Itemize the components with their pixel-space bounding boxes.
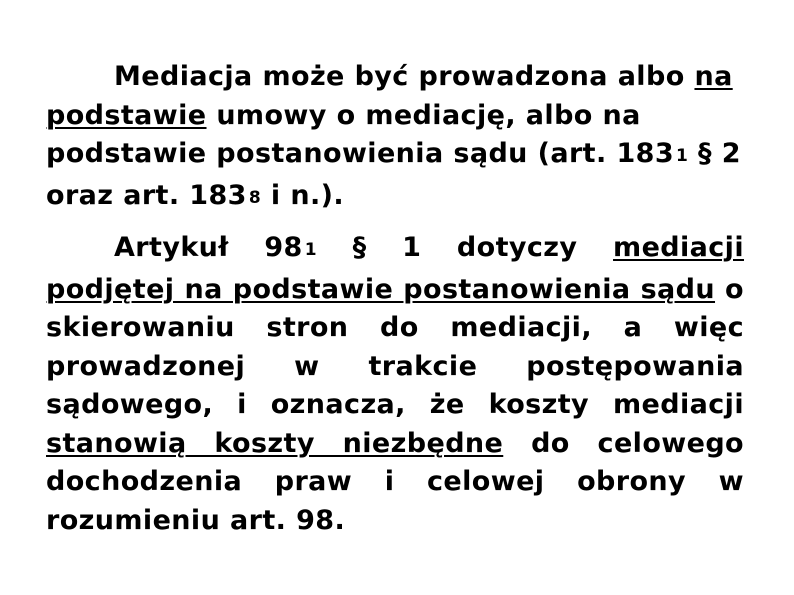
paragraph-1-superscript-2: 8	[248, 187, 262, 208]
paragraph-1-superscript-1: 1	[676, 146, 689, 166]
paragraph-2-superscript-1: 1	[304, 240, 317, 260]
paragraph-1-text-3: § 2 oraz art. 183	[46, 138, 741, 211]
paragraph-2-text-2: § 1 dotyczy	[316, 232, 614, 263]
paragraph-1-text-1: Mediacja może być prowadzona albo	[114, 61, 695, 92]
paragraph-1-underlined-text-1: na podstawie	[46, 61, 733, 131]
paragraph-1-text-4: i n.).	[261, 179, 345, 211]
paragraph-mediation-basis	[46, 58, 744, 218]
paragraph-2-underlined-text-1: mediacji podjętej na podstawie postanowienia sądu	[46, 232, 744, 305]
paragraph-2-underlined-text-2: stanowią koszty niezbędne	[46, 427, 504, 459]
paragraph-1-text-2: umowy o mediację, albo na podstawie postanowienia sądu (art. 183	[46, 99, 674, 169]
paragraph-2-text-1: Artykuł 98	[114, 232, 303, 263]
paragraph-article-98-1	[46, 229, 744, 540]
paragraph-2-text-4: do celowego dochodzenia praw i celowej obrony w rozumieniu art. 98.	[46, 427, 744, 536]
paragraph-2-text-3: o skierowaniu stron do mediacji, a więc prowadzonej w trakcie postępowania sądowego, i oznacza, że koszty mediacji	[46, 273, 744, 420]
